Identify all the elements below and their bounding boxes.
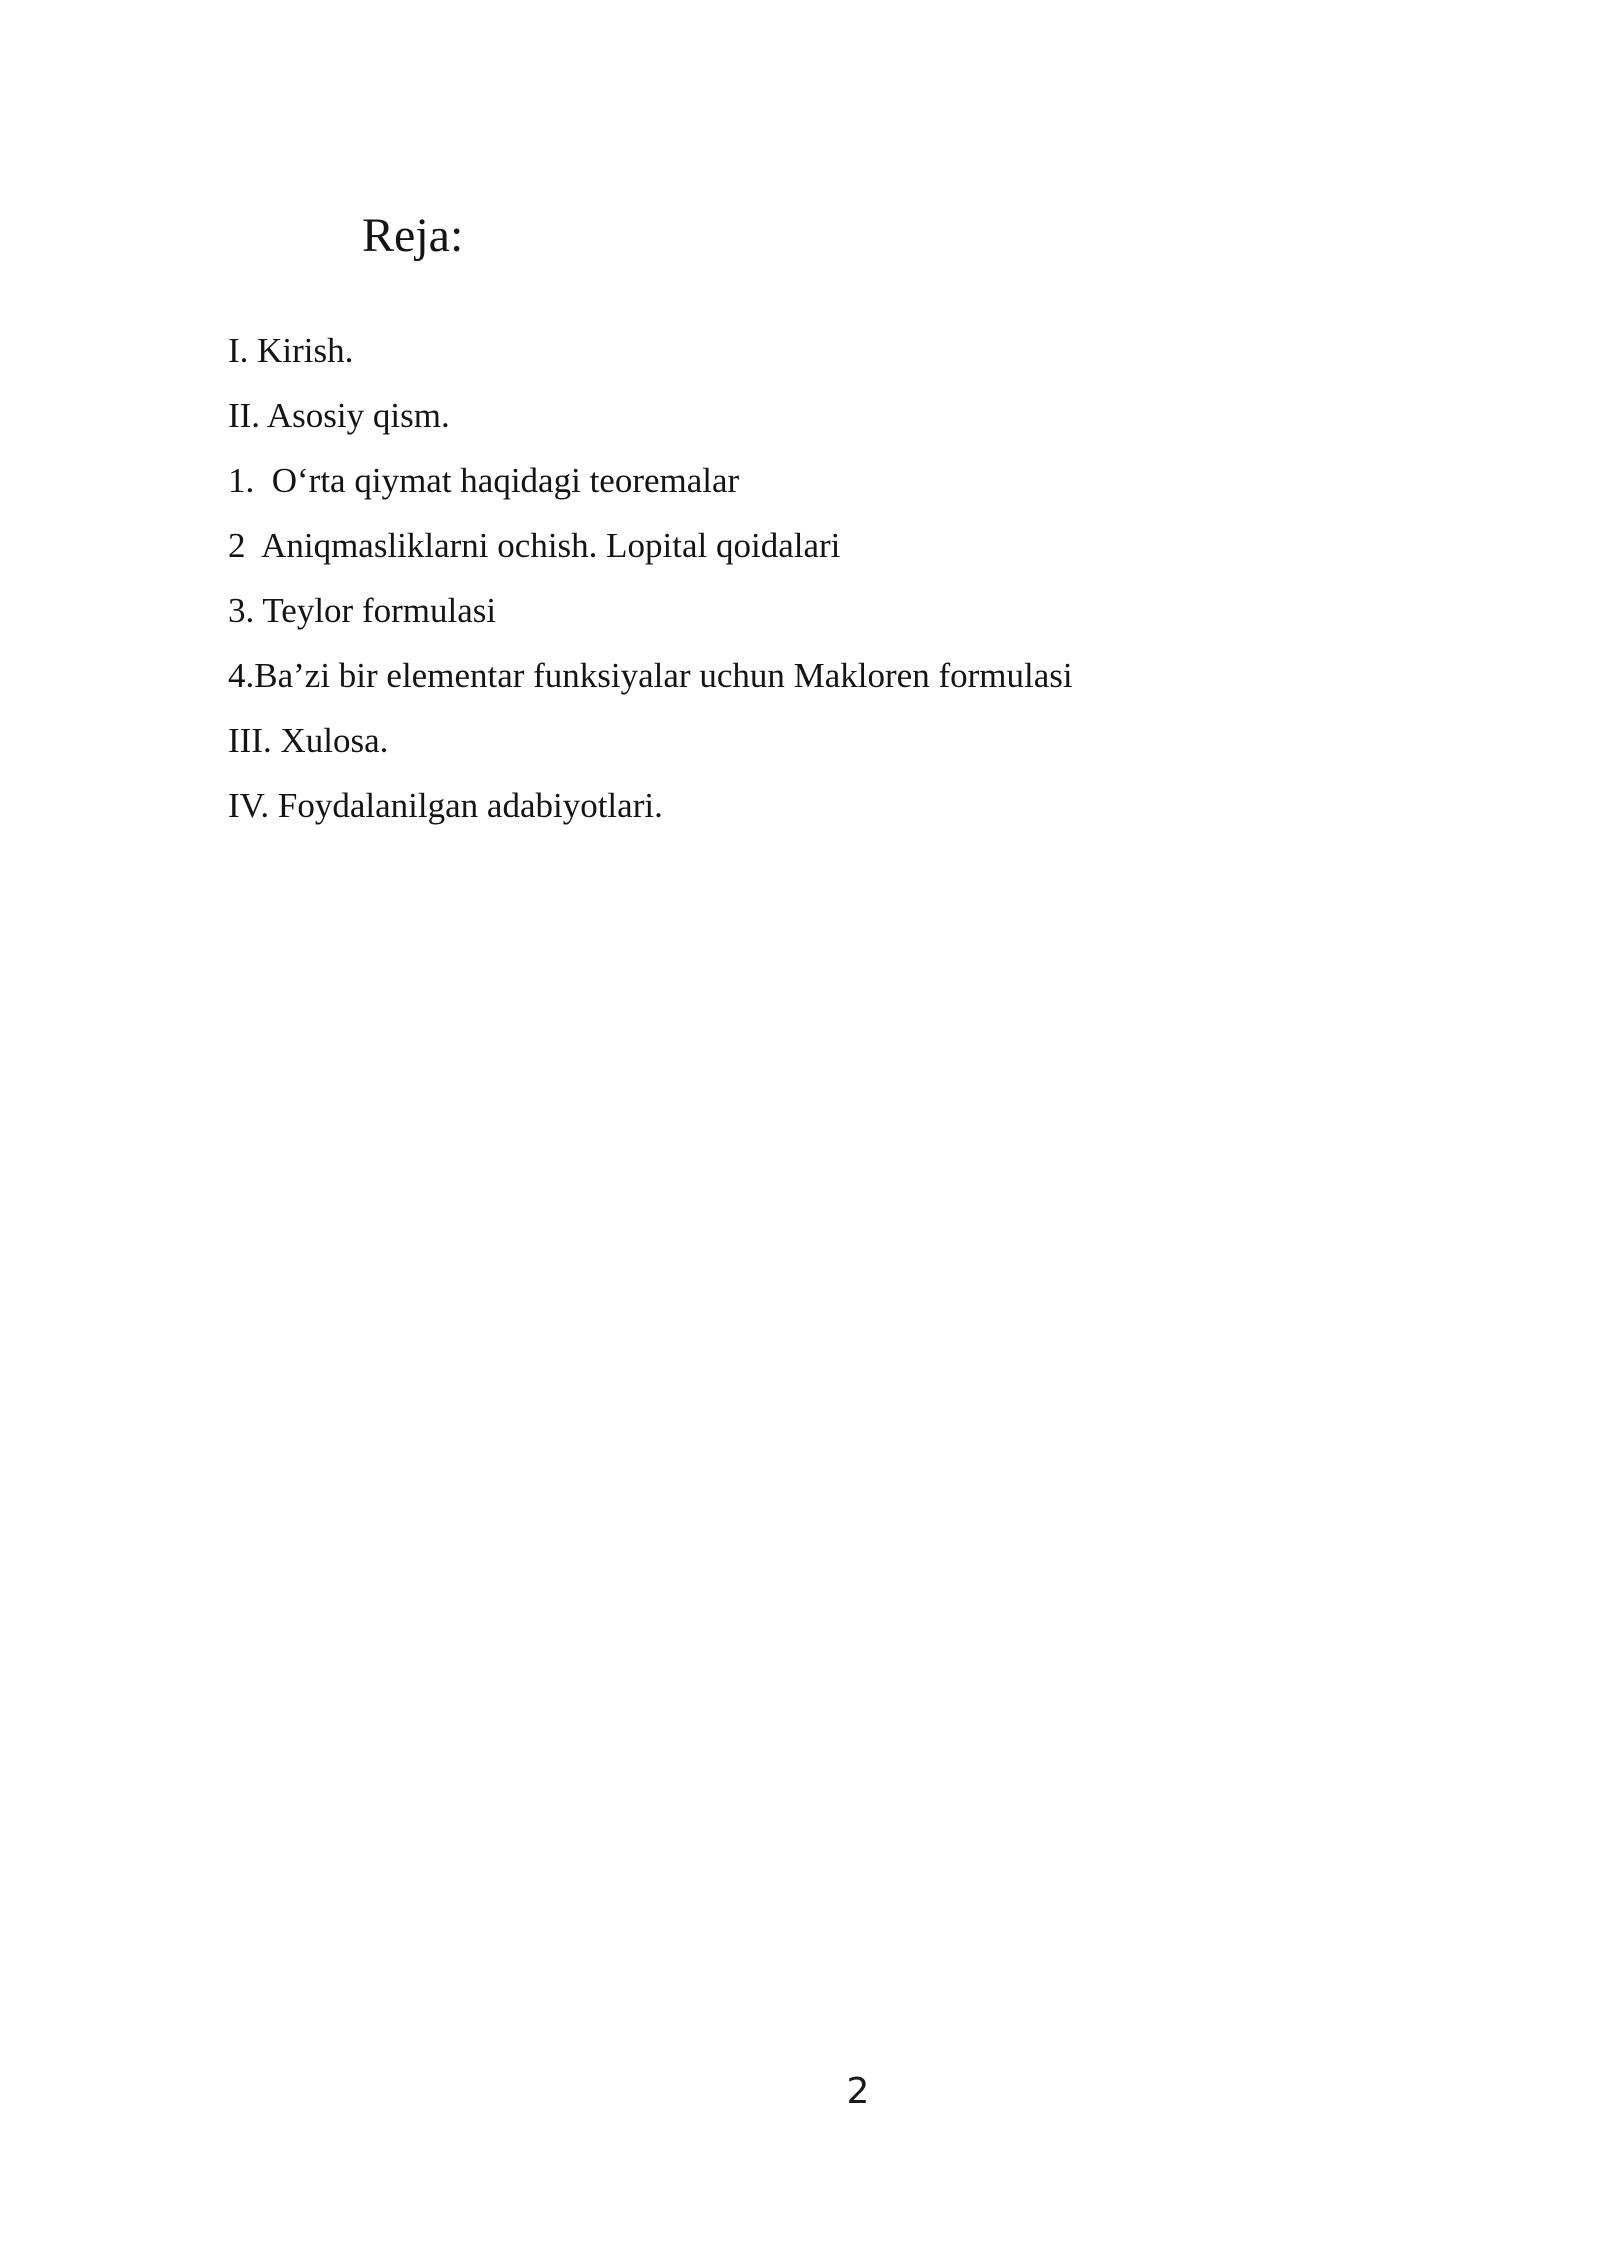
plan-item-mean-value-theorems: 1. O‘rta qiymat haqidagi teoremalar — [228, 461, 740, 500]
plan-item-main-part: II. Asosiy qism. — [228, 396, 450, 435]
plan-item-conclusion: III. Xulosa. — [228, 721, 389, 760]
plan-item-taylor-formula: 3. Teylor formulasi — [228, 591, 497, 630]
plan-item-lhopital-rules: 2 Aniqmasliklarni ochish. Lopital qoidalari — [228, 526, 841, 565]
plan-list — [228, 318, 1073, 838]
plan-item-introduction: I. Kirish. — [228, 331, 354, 370]
plan-item-maclaurin-formula: 4.Ba’zi bir elementar funksiyalar uchun Makloren formulasi — [228, 656, 1073, 695]
page-number: 2 — [846, 2071, 870, 2112]
page-title: Reja: — [362, 209, 464, 262]
plan-item-references: IV. Foydalanilgan adabiyotlari. — [228, 786, 663, 825]
